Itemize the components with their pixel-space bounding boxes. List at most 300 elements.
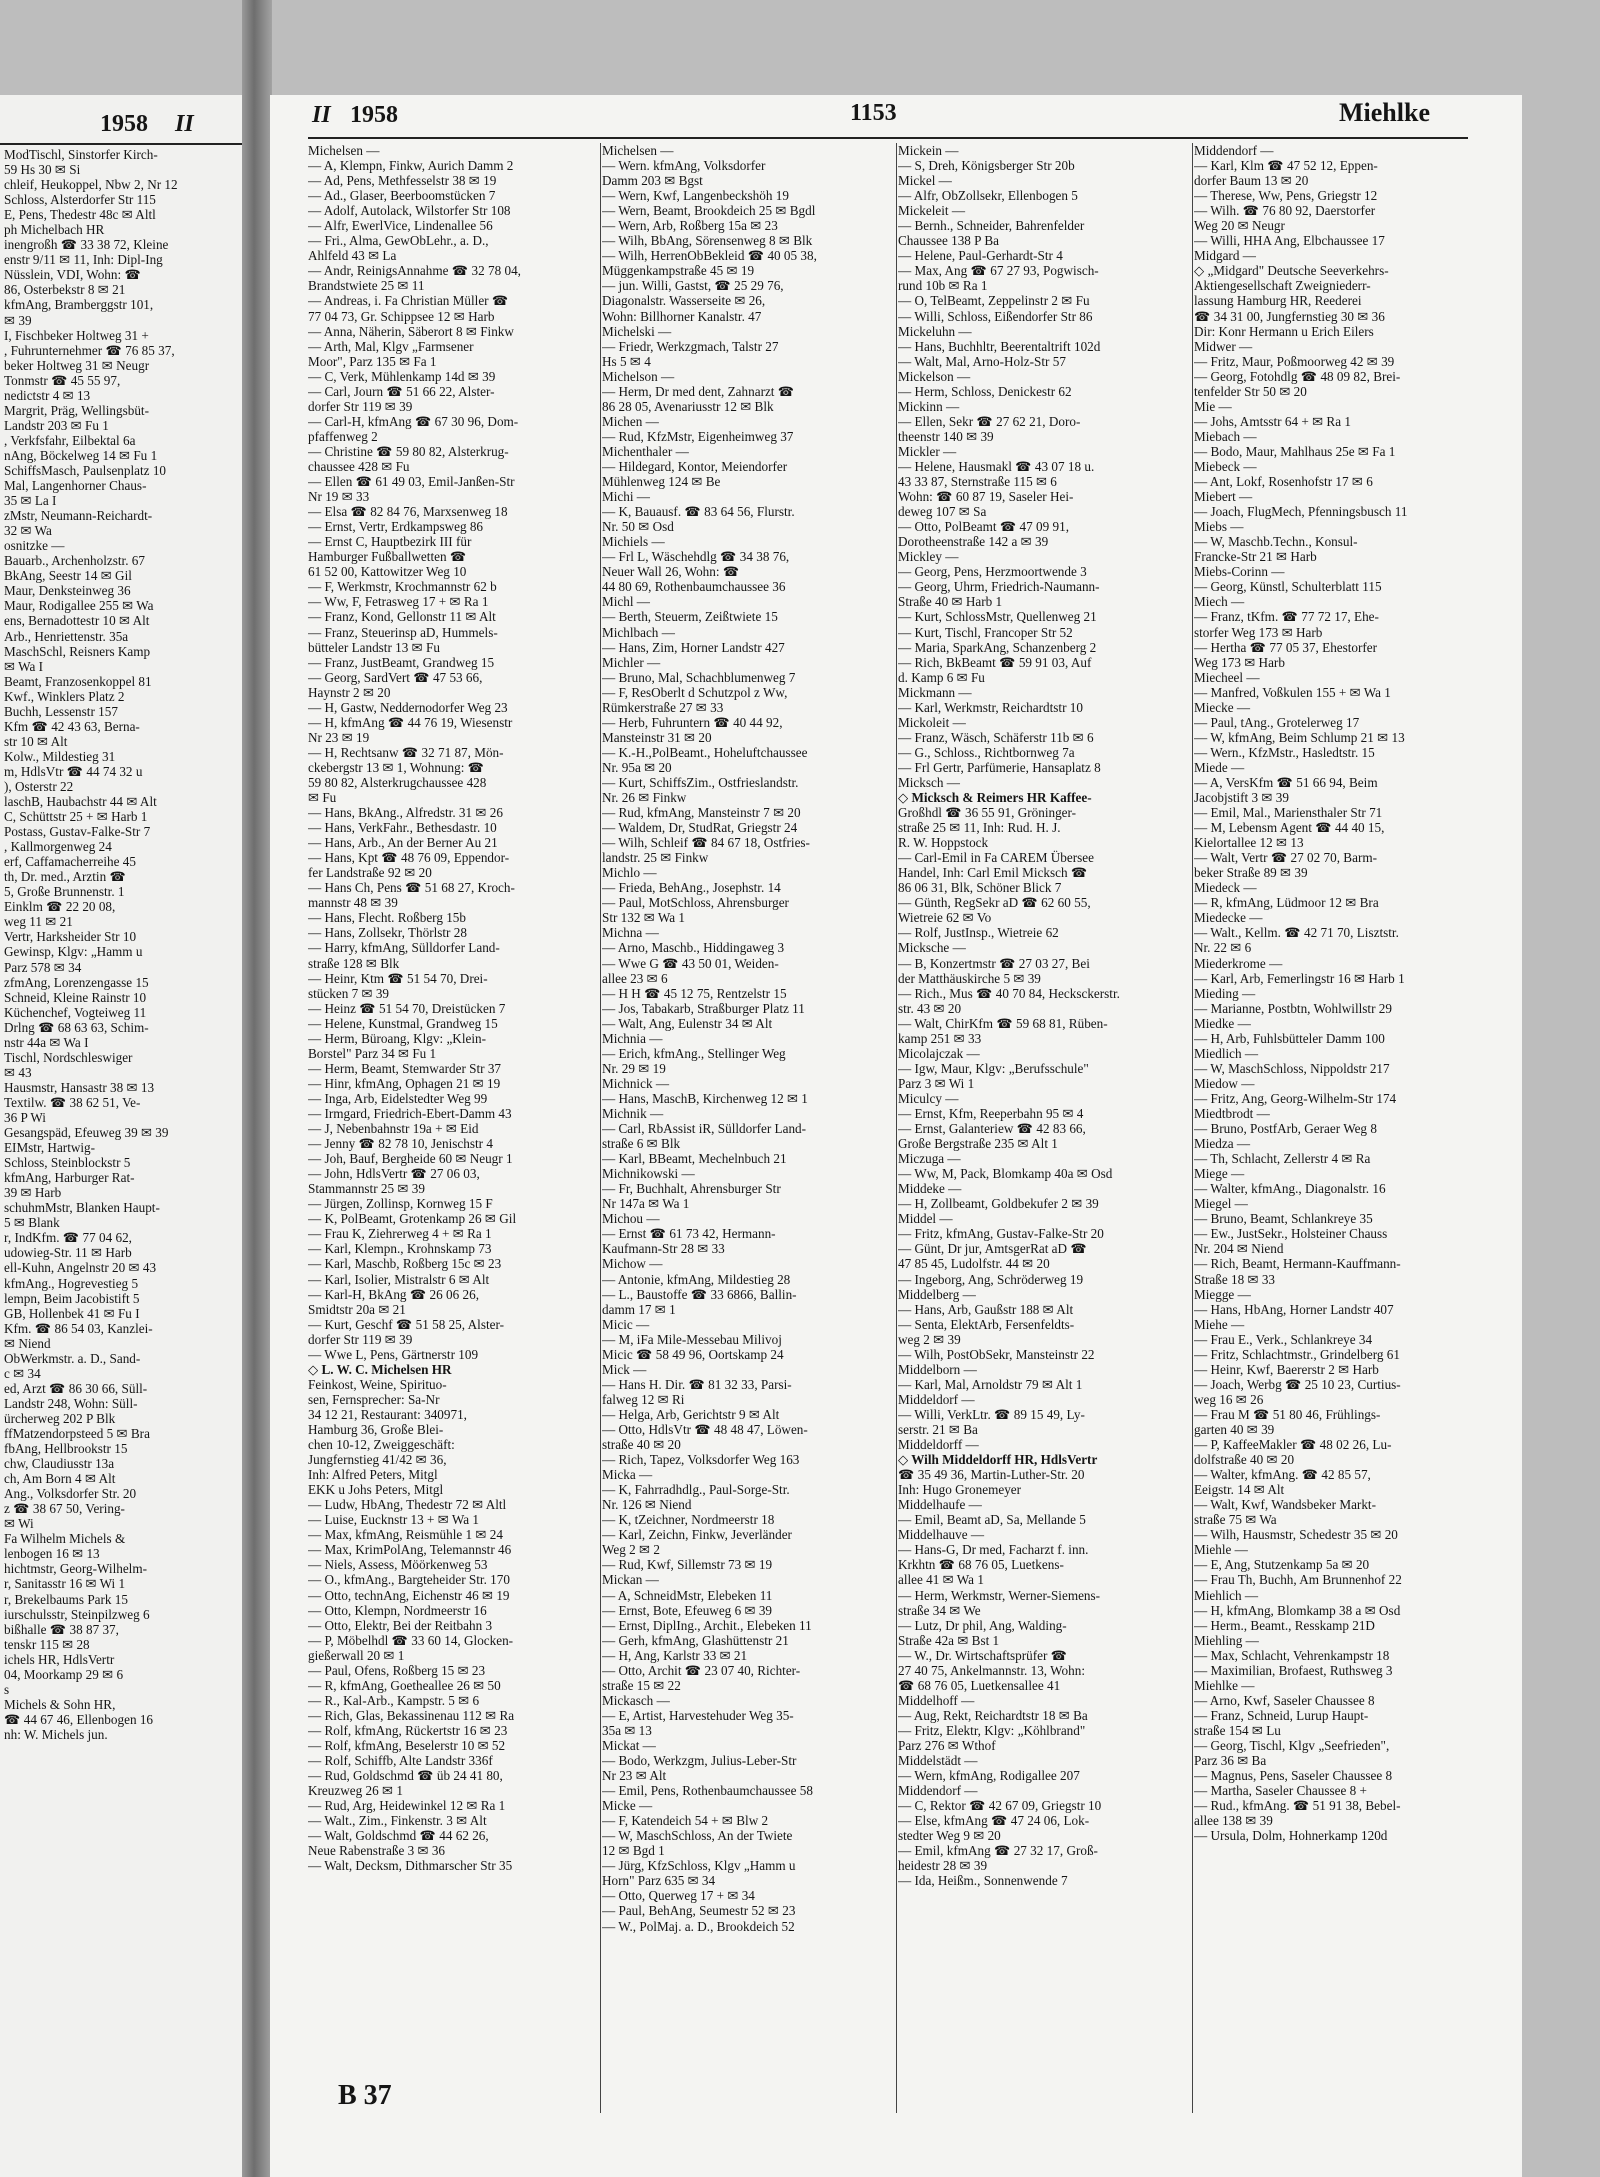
directory-entry: ☎ 68 76 05, Luetkensallee 41 xyxy=(898,1677,1061,1693)
directory-entry: — L., Baustoffe ☎ 33 6866, Ballin- xyxy=(602,1286,797,1302)
directory-entry: — Luise, Eucknstr 13 + ✉ Wa 1 xyxy=(308,1512,480,1528)
directory-entry: — Rud, Arg, Heidewinkel 12 ✉ Ra 1 xyxy=(308,1798,506,1814)
directory-entry: — Rich., Mus ☎ 40 70 84, Hecksckerstr. xyxy=(898,985,1120,1001)
directory-entry: — Bruno, Mal, Schachblumenweg 7 xyxy=(602,669,796,685)
directory-entry: — Wern. kfmAng, Volksdorfer xyxy=(602,158,766,174)
directory-entry: , Kallmorgenweg 24 xyxy=(4,839,112,855)
directory-entry: 34 12 21, Restaurant: 340971, xyxy=(308,1406,467,1422)
directory-entry: — F, Werkmstr, Krochmannstr 62 b xyxy=(308,579,497,595)
directory-entry: — Bernh., Schneider, Bahrenfelder xyxy=(898,218,1085,234)
directory-entry: Postass, Gustav-Falke-Str 7 xyxy=(4,824,151,840)
directory-entry: der Matthäuskirche 5 ✉ 39 xyxy=(898,970,1041,986)
directory-entry: — Emil, Mal., Mariensthaler Str 71 xyxy=(1194,805,1383,821)
directory-entry: Middel — xyxy=(898,1211,953,1227)
directory-entry: Michl — xyxy=(602,594,650,610)
directory-entry: — F, ResOberlt d Schutzpol z Ww, xyxy=(602,684,788,700)
directory-entry: Margrit, Präg, Wellingsbüt- xyxy=(4,402,149,418)
directory-entry: — Ww, M, Pack, Blomkamp 40a ✉ Osd xyxy=(898,1166,1113,1182)
directory-entry: — Franz, Kond, Gellonstr 11 ✉ Alt xyxy=(308,609,496,625)
directory-entry: Miegel — xyxy=(1194,1196,1248,1212)
directory-entry: — Georg, Tischl, Klgv „Seefrieden", xyxy=(1194,1737,1390,1753)
directory-entry: — Hans, Flecht. Roßberg 15b xyxy=(308,910,466,926)
directory-entry: Miehling — xyxy=(1194,1632,1259,1648)
directory-entry: Küchenchef, Vogteiweg 11 xyxy=(4,1004,147,1020)
directory-entry: — Andr, ReinigsAnnahme ☎ 32 78 04, xyxy=(308,263,521,279)
directory-entry: Brandstwiete 25 ✉ 11 xyxy=(308,278,425,294)
directory-entry: — Georg, Pens, Herzmoortwende 3 xyxy=(898,564,1087,580)
directory-entry: — Joach, Werbg ☎ 25 10 23, Curtius- xyxy=(1194,1376,1401,1392)
directory-entry: lempn, Beim Jacobistift 5 xyxy=(4,1290,140,1306)
directory-entry: C, Schüttstr 25 + ✉ Harb 1 xyxy=(4,809,148,825)
directory-entry: — Ernst, DiplIng., Archit., Elebeken 11 xyxy=(602,1617,812,1633)
directory-entry: Miedecke — xyxy=(1194,910,1263,926)
left-page xyxy=(0,95,246,2177)
directory-entry: nAng, Böckelweg 14 ✉ Fu 1 xyxy=(4,447,158,463)
directory-entry: — Wilh. ☎ 76 80 92, Daerstorfer xyxy=(1194,203,1376,219)
directory-entry: — Hans, HbAng, Horner Landstr 407 xyxy=(1194,1301,1394,1317)
directory-entry: weg 2 ✉ 39 xyxy=(898,1331,961,1347)
directory-entry: , Verkfsfahr, Eilbektal 6a xyxy=(4,432,136,448)
directory-entry: ✉ Fu xyxy=(308,790,337,806)
directory-entry: — Ursula, Dolm, Hohnerkamp 120d xyxy=(1194,1828,1388,1844)
directory-entry: ph Michelbach HR xyxy=(4,222,105,238)
directory-entry: stücken 7 ✉ 39 xyxy=(308,985,390,1001)
directory-entry: Aktiengesellschaft Zweigniederr- xyxy=(1194,278,1371,294)
directory-entry: — Alfr, ObZollsekr, Ellenbogen 5 xyxy=(898,188,1078,204)
directory-entry: — Arno, Kwf, Saseler Chaussee 8 xyxy=(1194,1692,1375,1708)
directory-entry: — Karl, Mal, Arnoldstr 79 ✉ Alt 1 xyxy=(898,1376,1083,1392)
header-rule xyxy=(308,137,1468,139)
directory-entry: — Herm, Werkmstr, Werner-Siemens- xyxy=(898,1587,1101,1603)
directory-entry: Michnick — xyxy=(602,1075,670,1091)
directory-entry: — Ww, F, Fetrasweg 17 + ✉ Ra 1 xyxy=(308,594,489,610)
directory-entry: — Walt, Mal, Arno-Holz-Str 57 xyxy=(898,353,1066,369)
directory-entry: — Hans, Zollsekr, Thörlstr 28 xyxy=(308,925,467,941)
directory-entry: bißhalle ☎ 38 87 37, xyxy=(4,1621,119,1637)
directory-entry: — Erich, kfmAng., Stellinger Weg xyxy=(602,1045,786,1061)
directory-entry: — Ernst, Kfm, Reeperbahn 95 ✉ 4 xyxy=(898,1106,1084,1121)
directory-entry: Einklm ☎ 22 20 08, xyxy=(4,899,116,915)
directory-entry: fer Landstraße 92 ✉ 20 xyxy=(308,865,432,881)
directory-entry: — Wwe L, Pens, Gärtnerstr 109 xyxy=(308,1346,479,1362)
directory-entry: Nr. 22 ✉ 6 xyxy=(1194,940,1252,956)
directory-entry: Mickelson — xyxy=(898,368,971,384)
directory-entry: landstr. 25 ✉ Finkw xyxy=(602,850,709,866)
directory-entry: fbAng, Hellbrookstr 15 xyxy=(4,1441,128,1457)
directory-entry: kfmAng, Harburger Rat- xyxy=(4,1170,135,1186)
directory-entry: ☎ 44 67 46, Ellenbogen 16 xyxy=(4,1711,154,1727)
directory-entry: 5 ✉ Blank xyxy=(4,1215,60,1231)
directory-entry: — Willi, HHA Ang, Elbchaussee 17 xyxy=(1194,233,1385,249)
directory-entry: bütteler Landstr 13 ✉ Fu xyxy=(308,639,440,655)
directory-entry: — K, PolBeamt, Grotenkamp 26 ✉ Gil xyxy=(308,1211,517,1227)
directory-entry: — Wilh, Schleif ☎ 84 67 18, Ostfries- xyxy=(602,835,810,851)
directory-entry: Michou — xyxy=(602,1211,660,1227)
directory-entry: — Christine ☎ 59 80 82, Alsterkrug- xyxy=(308,443,509,459)
directory-entry: — Karl, Maschb, Roßberg 15c ✉ 23 xyxy=(308,1256,502,1272)
directory-entry: Bauarb., Archenholzstr. 67 xyxy=(4,553,145,569)
directory-entry: Middeldorf — xyxy=(898,1391,975,1407)
directory-entry: Miedza — xyxy=(1194,1136,1251,1152)
directory-column-1 xyxy=(308,143,600,1873)
directory-entry: Eeigstr. 14 ✉ Alt xyxy=(1194,1482,1285,1498)
directory-entry: serstr. 21 ✉ Ba xyxy=(898,1421,978,1437)
directory-entry: ell-Kuhn, Angelnstr 20 ✉ 43 xyxy=(4,1260,157,1276)
directory-entry: Maur, Denksteinweg 36 xyxy=(4,583,131,599)
directory-entry: Chaussee 138 P Ba xyxy=(898,233,999,249)
directory-entry: Buchh, Lessenstr 157 xyxy=(4,703,118,719)
directory-entry: Francke-Str 21 ✉ Harb xyxy=(1194,549,1317,565)
directory-entry: — Elsa ☎ 82 84 76, Marxsenweg 18 xyxy=(308,504,508,520)
directory-entry: Schloss, Alsterdorfer Str 115 xyxy=(4,192,156,208)
directory-entry: Mickeluhn — xyxy=(898,323,972,339)
directory-entry: Middelborn — xyxy=(898,1361,977,1377)
directory-entry: Parz 3 ✉ Wi 1 xyxy=(898,1075,975,1091)
directory-entry: — Franz, Schneid, Lurup Haupt- xyxy=(1194,1707,1369,1723)
directory-entry: — Irmgard, Friedrich-Ebert-Damm 43 xyxy=(308,1106,512,1121)
directory-entry: Feinkost, Weine, Spirituo- xyxy=(308,1376,447,1392)
directory-entry: — Günt, Dr jur, AmtsgerRat aD ☎ xyxy=(898,1241,1087,1257)
directory-entry: — Wilh, Hausmstr, Schedestr 35 ✉ 20 xyxy=(1194,1527,1398,1543)
directory-entry: Smidtstr 20a ✉ 21 xyxy=(308,1301,406,1317)
directory-entry: — Gerh, kfmAng, Glashüttenstr 21 xyxy=(602,1632,789,1648)
directory-entry: — Franz, JustBeamt, Grandweg 15 xyxy=(308,654,495,670)
directory-entry: — Ad, Pens, Methfesselstr 38 ✉ 19 xyxy=(308,173,497,189)
directory-entry: — Anna, Näherin, Säberort 8 ✉ Finkw xyxy=(308,323,514,339)
directory-column-2 xyxy=(602,143,894,1934)
directory-entry: — Karl, Werkmstr, Reichardtstr 10 xyxy=(898,699,1083,715)
directory-entry: — Jürg, KfzSchloss, Klgv „Hamm u xyxy=(602,1858,796,1874)
directory-entry: 27 40 75, Ankelmannstr. 13, Wohn: xyxy=(898,1662,1085,1678)
directory-entry: — Rich, Beamt, Hermann-Kauffmann- xyxy=(1194,1256,1401,1272)
directory-entry: Miehlich — xyxy=(1194,1587,1259,1603)
directory-entry: — Hans, Arb., An der Berner Au 21 xyxy=(308,835,498,851)
directory-entry: 32 ✉ Wa xyxy=(4,523,52,539)
directory-entry: — Carl, Journ ☎ 51 66 22, Alster- xyxy=(308,383,495,399)
directory-entry: Midwer — xyxy=(1194,338,1253,354)
directory-entry: — Wwe G ☎ 43 50 01, Weiden- xyxy=(602,955,779,971)
directory-entry: — Hans, Kpt ☎ 48 76 09, Eppendor- xyxy=(308,850,510,866)
directory-entry: — K.-H.,PolBeamt., Hoheluftchaussee xyxy=(602,744,808,760)
directory-entry: — Maximilian, Brofaest, Ruthsweg 3 xyxy=(1194,1662,1393,1678)
directory-entry: Michna — xyxy=(602,925,659,941)
directory-entry: ◇ Micksch & Reimers HR Kaffee- xyxy=(898,790,1092,806)
directory-entry: — Kurt, SchlossMstr, Quellenweg 21 xyxy=(898,609,1097,625)
directory-entry: Michels & Sohn HR, xyxy=(4,1696,116,1712)
directory-entry: deweg 107 ✉ Sa xyxy=(898,504,987,520)
directory-entry: — Wern, kfmAng, Rodigallee 207 xyxy=(898,1768,1080,1784)
directory-entry: — Wilh, HerrenObBekleid ☎ 40 05 38, xyxy=(602,248,817,264)
directory-entry: — H, kfmAng, Blomkamp 38 a ✉ Osd xyxy=(1194,1602,1401,1618)
directory-entry: — Herm., Beamt., Resskamp 21D xyxy=(1194,1617,1375,1633)
directory-entry: — Ernst ☎ 61 73 42, Hermann- xyxy=(602,1226,776,1242)
directory-entry: — Karl, Isolier, Mistralstr 6 ✉ Alt xyxy=(308,1271,490,1287)
directory-entry: — Adolf, Autolack, Wilstorfer Str 108 xyxy=(308,203,511,219)
directory-entry: chaussee 428 ✉ Fu xyxy=(308,458,410,474)
directory-entry: — Herm, Dr med dent, Zahnarzt ☎ xyxy=(602,383,795,399)
left-page-column xyxy=(4,147,242,1742)
directory-entry: — W, Maschb.Techn., Konsul- xyxy=(1194,534,1358,550)
directory-entry: Kwf., Winklers Platz 2 xyxy=(4,688,125,704)
directory-entry: — Ad., Glaser, Beerboomstücken 7 xyxy=(308,188,496,204)
book-gutter xyxy=(242,0,272,2177)
directory-entry: Michow — xyxy=(602,1256,663,1272)
directory-entry: lenbogen 16 ✉ 13 xyxy=(4,1546,100,1562)
directory-entry: — Joach, FlugMech, Pfenningsbusch 11 xyxy=(1194,504,1408,520)
directory-entry: — G., Schloss., Richtbornweg 7a xyxy=(898,744,1075,760)
directory-entry: Kreuzweg 26 ✉ 1 xyxy=(308,1783,403,1799)
directory-entry: Straße 42a ✉ Bst 1 xyxy=(898,1632,1000,1648)
directory-entry: — Heinr, Kwf, Baererstr 2 ✉ Harb xyxy=(1194,1361,1379,1377)
directory-entry: 5, Große Brunnenstr. 1 xyxy=(4,884,125,900)
directory-entry: Jungfernstieg 41/42 ✉ 36, xyxy=(308,1452,447,1468)
directory-entry: MaschSchl, Reisners Kamp xyxy=(4,643,151,659)
directory-entry: Weg 173 ✉ Harb xyxy=(1194,654,1285,670)
directory-entry: — Arno, Maschb., Hiddingaweg 3 xyxy=(602,940,785,956)
directory-entry: — Karl, Arb, Femerlingstr 16 ✉ Harb 1 xyxy=(1194,970,1405,986)
directory-entry: — Alfr, EwerlVice, Lindenallee 56 xyxy=(308,218,493,234)
directory-entry: udowieg-Str. 11 ✉ Harb xyxy=(4,1245,132,1261)
directory-entry: iurschulsstr, Steinpilzweg 6 xyxy=(4,1606,150,1622)
directory-entry: Michenthaler — xyxy=(602,443,689,459)
directory-entry: hichtmstr, Georg-Wilhelm- xyxy=(4,1561,147,1577)
directory-entry: — Ellen, Sekr ☎ 27 62 21, Doro- xyxy=(898,413,1081,429)
directory-entry: Nr. 50 ✉ Osd xyxy=(602,519,674,535)
directory-entry: — Rolf, kfmAng, Beselerstr 10 ✉ 52 xyxy=(308,1737,506,1753)
directory-entry: Michelski — xyxy=(602,323,672,339)
directory-entry: — Walt., Zim., Finkenstr. 3 ✉ Alt xyxy=(308,1813,487,1829)
directory-entry: — Fritz, Ang, Georg-Wilhelm-Str 174 xyxy=(1194,1090,1397,1106)
directory-entry: Ang., Volksdorfer Str. 20 xyxy=(4,1486,137,1502)
directory-entry: — Therese, Ww, Pens, Griegstr 12 xyxy=(1194,188,1378,204)
directory-entry: — Fritz, Maur, Poßmoorweg 42 ✉ 39 xyxy=(1194,353,1395,369)
directory-entry: Micka — xyxy=(602,1467,653,1483)
directory-entry: — Wern., KfzMstr., Hasledtstr. 15 xyxy=(1194,744,1375,760)
directory-entry: — Rich, Tapez, Volksdorfer Weg 163 xyxy=(602,1452,800,1468)
directory-entry: Miede — xyxy=(1194,759,1245,775)
directory-entry: — Frau E., Verk., Schlankreye 34 xyxy=(1194,1331,1373,1347)
directory-entry: R. W. Hoppstock xyxy=(898,835,989,851)
directory-entry: s xyxy=(4,1681,10,1697)
directory-entry: , Fuhrunternehmer ☎ 76 85 37, xyxy=(4,342,175,358)
directory-entry: — K, Fahrradhdlg., Paul-Sorge-Str. xyxy=(602,1482,790,1498)
directory-entry: Middelhaufe — xyxy=(898,1497,982,1513)
directory-entry: Hs 5 ✉ 4 xyxy=(602,353,651,369)
directory-entry: — Carl, RbAssist iR, Sülldorfer Land- xyxy=(602,1121,807,1137)
directory-entry: Jacobjstift 3 ✉ 39 xyxy=(1194,790,1289,806)
directory-entry: heidestr 28 ✉ 39 xyxy=(898,1858,988,1874)
directory-entry: — Ernst, Galanteriew ☎ 42 83 66, xyxy=(898,1121,1086,1137)
directory-entry: — Wern, Kwf, Langenbeckshöh 19 xyxy=(602,188,789,204)
directory-entry: ✉ Wi xyxy=(4,1516,34,1532)
directory-entry: — Wilh, BbAng, Sörensenweg 8 ✉ Blk xyxy=(602,233,813,249)
directory-entry: Middelhoff — xyxy=(898,1692,975,1708)
directory-entry: Nüsslein, VDI, Wohn: ☎ xyxy=(4,267,141,283)
directory-entry: theenstr 140 ✉ 39 xyxy=(898,428,994,444)
directory-entry: 39 ✉ Harb xyxy=(4,1185,62,1201)
directory-entry: — Harry, kfmAng, Sülldorfer Land- xyxy=(308,940,500,956)
directory-column-4 xyxy=(1194,143,1479,1843)
directory-entry: str. 43 ✉ 20 xyxy=(898,1000,962,1016)
directory-entry: E, Pens, Thedestr 48c ✉ Altl xyxy=(4,207,156,223)
directory-entry: zfmAng, Lorenzengasse 15 xyxy=(4,974,149,990)
directory-entry: Kfm. ☎ 86 54 03, Kanzlei- xyxy=(4,1320,153,1336)
directory-entry: Mickel — xyxy=(898,173,952,189)
directory-entry: Michen — xyxy=(602,413,659,429)
directory-entry: Middelstädt — xyxy=(898,1753,978,1769)
directory-entry: — P, KaffeeMakler ☎ 48 02 26, Lu- xyxy=(1194,1437,1392,1453)
directory-entry: Miebs-Corinn — xyxy=(1194,564,1285,580)
directory-entry: — Herb, Fuhruntern ☎ 40 44 92, xyxy=(602,714,783,730)
page-header xyxy=(270,95,1522,128)
directory-entry: — Otto, technAng, Eichenstr 46 ✉ 19 xyxy=(308,1587,510,1603)
directory-entry: Mickley — xyxy=(898,549,959,565)
directory-entry: — Johs, Amtsstr 64 + ✉ Ra 1 xyxy=(1194,413,1351,429)
directory-entry: Stammannstr 25 ✉ 39 xyxy=(308,1181,425,1197)
directory-entry: Kaufmann-Str 28 ✉ 33 xyxy=(602,1241,725,1257)
directory-entry: straße 6 ✉ Blk xyxy=(602,1136,681,1152)
directory-entry: — Bodo, Maur, Mahlhaus 25e ✉ Fa 1 xyxy=(1194,443,1396,459)
directory-entry: Mickmann — xyxy=(898,684,972,700)
directory-entry: — Georg, Fotohdlg ☎ 48 09 82, Brei- xyxy=(1194,368,1401,384)
directory-entry: Michi — xyxy=(602,489,650,505)
directory-entry: Michnik — xyxy=(602,1106,664,1121)
directory-entry: — Karl, BBeamt, Mechelnbuch 21 xyxy=(602,1151,787,1167)
directory-entry: Miech — xyxy=(1194,594,1245,610)
directory-entry: — W, kfmAng, Beim Schlump 21 ✉ 13 xyxy=(1194,729,1405,745)
directory-entry: Miecke — xyxy=(1194,699,1251,715)
directory-entry: — Magnus, Pens, Saseler Chaussee 8 xyxy=(1194,1768,1393,1784)
directory-entry: Beamt, Franzosenkoppel 81 xyxy=(4,673,152,689)
page-year: 1958 xyxy=(350,102,398,128)
directory-entry: beker Straße 89 ✉ 39 xyxy=(1194,865,1308,881)
directory-entry: Wietreie 62 ✉ Vo xyxy=(898,910,992,926)
directory-entry: z ☎ 38 67 50, Vering- xyxy=(4,1501,125,1517)
directory-entry: 59 Hs 30 ✉ Si xyxy=(4,162,81,178)
directory-entry: d. Kamp 6 ✉ Fu xyxy=(898,669,985,685)
page-volume: II xyxy=(312,102,331,128)
directory-entry: — Ernst, Vertr, Erdkampsweg 86 xyxy=(308,519,484,535)
directory-entry: falweg 12 ✉ Ri xyxy=(602,1391,685,1407)
directory-entry: — Walt, Kwf, Wandsbeker Markt- xyxy=(1194,1497,1376,1513)
directory-entry: Tischl, Nordschleswiger xyxy=(4,1049,133,1065)
directory-entry: — Günth, RegSekr aD ☎ 62 60 55, xyxy=(898,895,1091,911)
directory-entry: — R, kfmAng, Lüdmoor 12 ✉ Bra xyxy=(1194,895,1379,911)
directory-entry: Mühlenweg 124 ✉ Be xyxy=(602,474,721,490)
directory-entry: Miecheel — xyxy=(1194,669,1260,685)
directory-entry: — Maria, SparkAng, Schanzenberg 2 xyxy=(898,639,1097,655)
directory-entry: Hamburger Fußballwetten ☎ xyxy=(308,549,467,565)
directory-entry: Mickat — xyxy=(602,1737,656,1753)
directory-entry: Schneid, Kleine Rainstr 10 xyxy=(4,989,147,1005)
directory-entry: ✉ 43 xyxy=(4,1064,32,1080)
directory-entry: straße 128 ✉ Blk xyxy=(308,955,400,971)
directory-entry: — Herm, Büroang, Klgv: „Klein- xyxy=(308,1030,486,1046)
directory-entry: Midgard — xyxy=(1194,248,1256,264)
left-page-volume: II xyxy=(175,111,194,137)
directory-entry: ObWerkmstr. a. D., Sand- xyxy=(4,1350,141,1366)
directory-entry: — Marianne, Postbtn, Wohlwillstr 29 xyxy=(1194,1000,1392,1016)
directory-entry: — Walt., Kellm. ☎ 42 71 70, Lisztstr. xyxy=(1194,925,1399,941)
directory-entry: Michiels — xyxy=(602,534,665,550)
directory-entry: Miehlke — xyxy=(1194,1677,1255,1693)
directory-entry: Middendorf — xyxy=(1194,143,1274,158)
directory-entry: Weg 20 ✉ Neugr xyxy=(1194,218,1285,234)
directory-entry: Textilw. ☎ 38 62 51, Ve- xyxy=(4,1094,141,1110)
directory-entry: — Kurt, Geschf ☎ 51 58 25, Alster- xyxy=(308,1316,504,1332)
directory-entry: Miehe — xyxy=(1194,1316,1245,1332)
directory-entry: — Lutz, Dr phil, Ang, Walding- xyxy=(898,1617,1067,1633)
directory-entry: Miege — xyxy=(1194,1166,1245,1182)
directory-entry: — Th, Schlacht, Zellerstr 4 ✉ Ra xyxy=(1194,1151,1371,1167)
left-page-year: 1958 xyxy=(100,111,148,137)
directory-entry: 61 52 00, Kattowitzer Weg 10 xyxy=(308,564,467,580)
directory-entry: — Rud., kfmAng. ☎ 51 91 38, Bebel- xyxy=(1194,1798,1401,1814)
directory-entry: — Hans, Arb, Gaußstr 188 ✉ Alt xyxy=(898,1301,1074,1317)
directory-entry: Nr 147a ✉ Wa 1 xyxy=(602,1196,690,1212)
directory-entry: Inh: Alfred Peters, Mitgl xyxy=(308,1467,438,1483)
directory-entry: Mickinn — xyxy=(898,398,960,414)
directory-entry: kfmAng, Bramberggstr 101, xyxy=(4,297,154,313)
directory-entry: — Else, kfmAng ☎ 47 24 06, Lok- xyxy=(898,1813,1090,1829)
directory-entry: Michler — xyxy=(602,654,661,670)
directory-entry: — Herm, Beamt, Stemwarder Str 37 xyxy=(308,1060,502,1076)
directory-entry: dolfstraße 40 ✉ 20 xyxy=(1194,1452,1295,1468)
directory-entry: Michnikowski — xyxy=(602,1166,695,1182)
directory-entry: — Willi, VerkLtr. ☎ 89 15 49, Ly- xyxy=(898,1406,1085,1422)
directory-entry: Michelsen — xyxy=(308,143,380,158)
directory-entry: Nr 23 ✉ Alt xyxy=(602,1768,667,1784)
directory-entry: — Kurt, SchiffsZim., Ostfrieslandstr. xyxy=(602,774,799,790)
directory-entry: Parz 578 ✉ 34 xyxy=(4,959,82,975)
directory-entry: — Kurt, Tischl, Francoper Str 52 xyxy=(898,624,1073,640)
directory-entry: ✉ Wa I xyxy=(4,658,44,674)
directory-entry: — Walter, kfmAng. ☎ 42 85 57, xyxy=(1194,1467,1371,1483)
directory-entry: Nr. 26 ✉ Finkw xyxy=(602,790,687,806)
directory-entry: — Georg, SardVert ☎ 47 53 66, xyxy=(308,669,483,685)
directory-entry: ), Osterstr 22 xyxy=(4,778,74,794)
directory-entry: Nr 19 ✉ 33 xyxy=(308,489,370,505)
directory-entry: Mickeleit — xyxy=(898,203,966,219)
directory-entry: — Fr, Buchhalt, Ahrensburger Str xyxy=(602,1181,781,1197)
directory-entry: — R., Kal-Arb., Kampstr. 5 ✉ 6 xyxy=(308,1692,480,1708)
directory-entry: Dir: Konr Hermann u Erich Eilers xyxy=(1194,323,1374,339)
directory-entry: Miebert — xyxy=(1194,489,1253,505)
directory-entry: allee 41 ✉ Wa 1 xyxy=(898,1572,984,1588)
directory-entry: — Franz, tKfm. ☎ 77 72 17, Ehe- xyxy=(1194,609,1379,625)
directory-entry: — Fri., Alma, GewObLehr., a. D., xyxy=(308,233,489,249)
directory-entry: ed, Arzt ☎ 86 30 66, Süll- xyxy=(4,1380,148,1396)
directory-entry: — Paul, MotSchloss, Ahrensburger xyxy=(602,895,789,911)
directory-entry: Mansteinstr 31 ✉ 20 xyxy=(602,729,712,745)
directory-entry: — Frau K, Ziehrerweg 4 + ✉ Ra 1 xyxy=(308,1226,492,1242)
directory-entry: — Rolf, Schiffb, Alte Landstr 336f xyxy=(308,1753,493,1769)
directory-entry: Nr. 29 ✉ 19 xyxy=(602,1060,666,1076)
directory-entry: Mie — xyxy=(1194,398,1232,414)
directory-entry: — M, Lebensm Agent ☎ 44 40 15, xyxy=(1194,820,1385,836)
directory-entry: — Walt, ChirKfm ☎ 59 68 81, Rüben- xyxy=(898,1015,1108,1031)
directory-entry: — Ant, Lokf, Rosenhofstr 17 ✉ 6 xyxy=(1194,474,1373,490)
directory-entry: c ✉ 34 xyxy=(4,1365,41,1381)
directory-entry: Damm 203 ✉ Bgst xyxy=(602,173,703,189)
directory-entry: Weg 2 ✉ 2 xyxy=(602,1542,660,1558)
directory-entry: — Frau M ☎ 51 80 46, Frühlings- xyxy=(1194,1406,1381,1422)
directory-entry: 47 85 45, Ludolfstr. 44 ✉ 20 xyxy=(898,1256,1050,1272)
directory-entry: — Ida, Heißm., Sonnenwende 7 xyxy=(898,1873,1068,1889)
directory-entry: Nr. 126 ✉ Niend xyxy=(602,1497,692,1513)
running-head: Miehlke xyxy=(1339,98,1430,127)
directory-entry: — H, Gastw, Neddernodorfer Weg 23 xyxy=(308,699,508,715)
